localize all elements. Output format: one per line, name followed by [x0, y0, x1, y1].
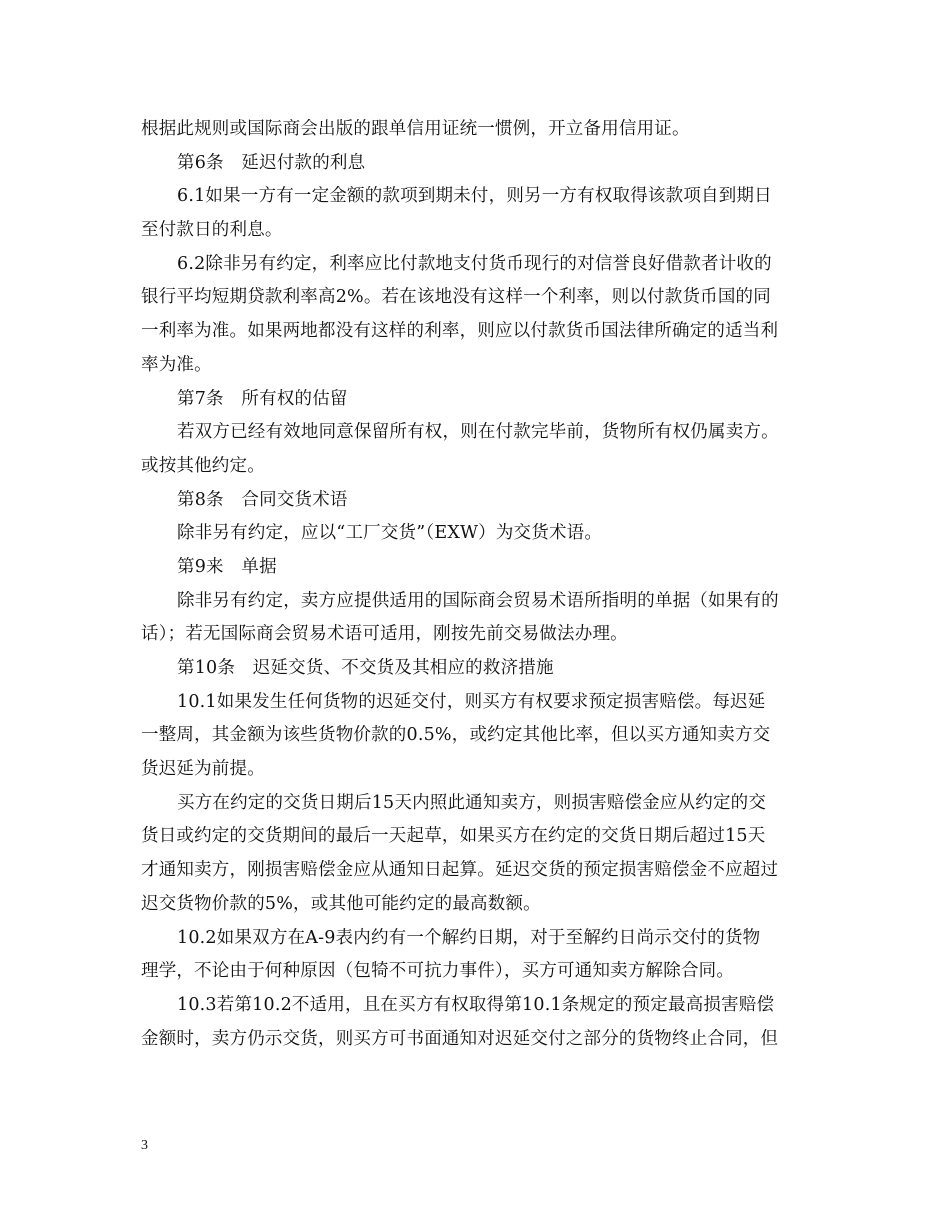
article-heading-6: 第6条 延迟付款的利息 — [177, 152, 366, 173]
text-line: 买方在约定的交货日期后15天内照此通知卖方，则损害赔偿金应从约定的交 — [177, 792, 767, 813]
text-line: 率为准。 — [141, 354, 212, 375]
text-line: 一利率为准。如果两地都没有这样的利率，则应以付款货币国法律所确定的适当利 — [141, 321, 779, 342]
text-line: 货日或约定的交货期间的最后一天起草，如果买方在约定的交货日期后超过15天 — [141, 826, 766, 847]
text-line: 银行平均短期贷款利率高2%。若在该地没有这样一个利率，则以付款货币国的同 — [141, 287, 771, 308]
text-line: 10.3若第10.2不适用，且在买方有权取得第10.1条规定的预定最高损害赔偿 — [177, 994, 775, 1015]
text-line: 除非另有约定，应以“工厂交货”（EXW）为交货术语。 — [177, 523, 603, 544]
text-line: 至付款日的利息。 — [141, 220, 283, 241]
text-line: 6.2除非另有约定，利率应比付款地支付货币现行的对信誉良好借款者计收的 — [177, 253, 772, 274]
text-line: 迟交货物价款的5%，或其他可能约定的最高数额。 — [141, 893, 541, 914]
text-line: 6.1如果一方有一定金额的款项到期未付，则另一方有权取得该款项自到期日 — [177, 186, 772, 207]
article-heading-10: 第10条 迟延交货、不交货及其相应的救济措施 — [177, 658, 554, 678]
text-line: 货迟延为前提。 — [141, 759, 265, 780]
text-line: 或按其他约定。 — [141, 455, 265, 476]
text-line: 话）；若无国际商会贸易术语可适用，刚按先前交易做法办理。 — [141, 624, 628, 645]
article-heading-7: 第7条 所有权的估留 — [177, 388, 348, 409]
text-line: 才通知卖方，刚损害赔偿金应从通知日起算。延迟交货的预定损害赔偿金不应超过 — [141, 860, 779, 881]
text-line: 10.1如果发生任何货物的迟延交付，则买方有权要求预定损害赔偿。每迟延 — [177, 691, 766, 712]
article-heading-8: 第8条 合同交货术语 — [177, 489, 348, 510]
text-line: 理学，不论由于何种原因（包犄不可抗力事件），买方可通知卖方解除合同。 — [141, 961, 735, 982]
article-heading-9: 第9来 单据 — [177, 556, 277, 577]
text-line: 除非另有约定，卖方应提供适用的国际商会贸易术语所指明的单据（如果有的 — [177, 590, 779, 611]
text-line: 根据此规则或国际商会出版的跟单信用证统一惯例，开立备用信用证。 — [141, 119, 690, 139]
text-line: 金额时，卖方仍示交货，则买方可书面通知对迟延交付之部分的货物终止合同，但 — [141, 1028, 779, 1049]
text-line: 一整周，其金额为该些货物价款的0.5%，或约定其他比率，但以买方通知卖方交 — [141, 725, 771, 746]
page-number: 3 — [141, 1138, 148, 1153]
text-line: 10.2如果双方在A-9表内约有一个解约日期，对于至解约日尚示交付的货物 — [177, 927, 761, 948]
document-body — [141, 113, 813, 1056]
text-line: 若双方已经有效地同意保留所有权，则在付款完毕前，货物所有权仍属卖方。 — [177, 422, 779, 443]
